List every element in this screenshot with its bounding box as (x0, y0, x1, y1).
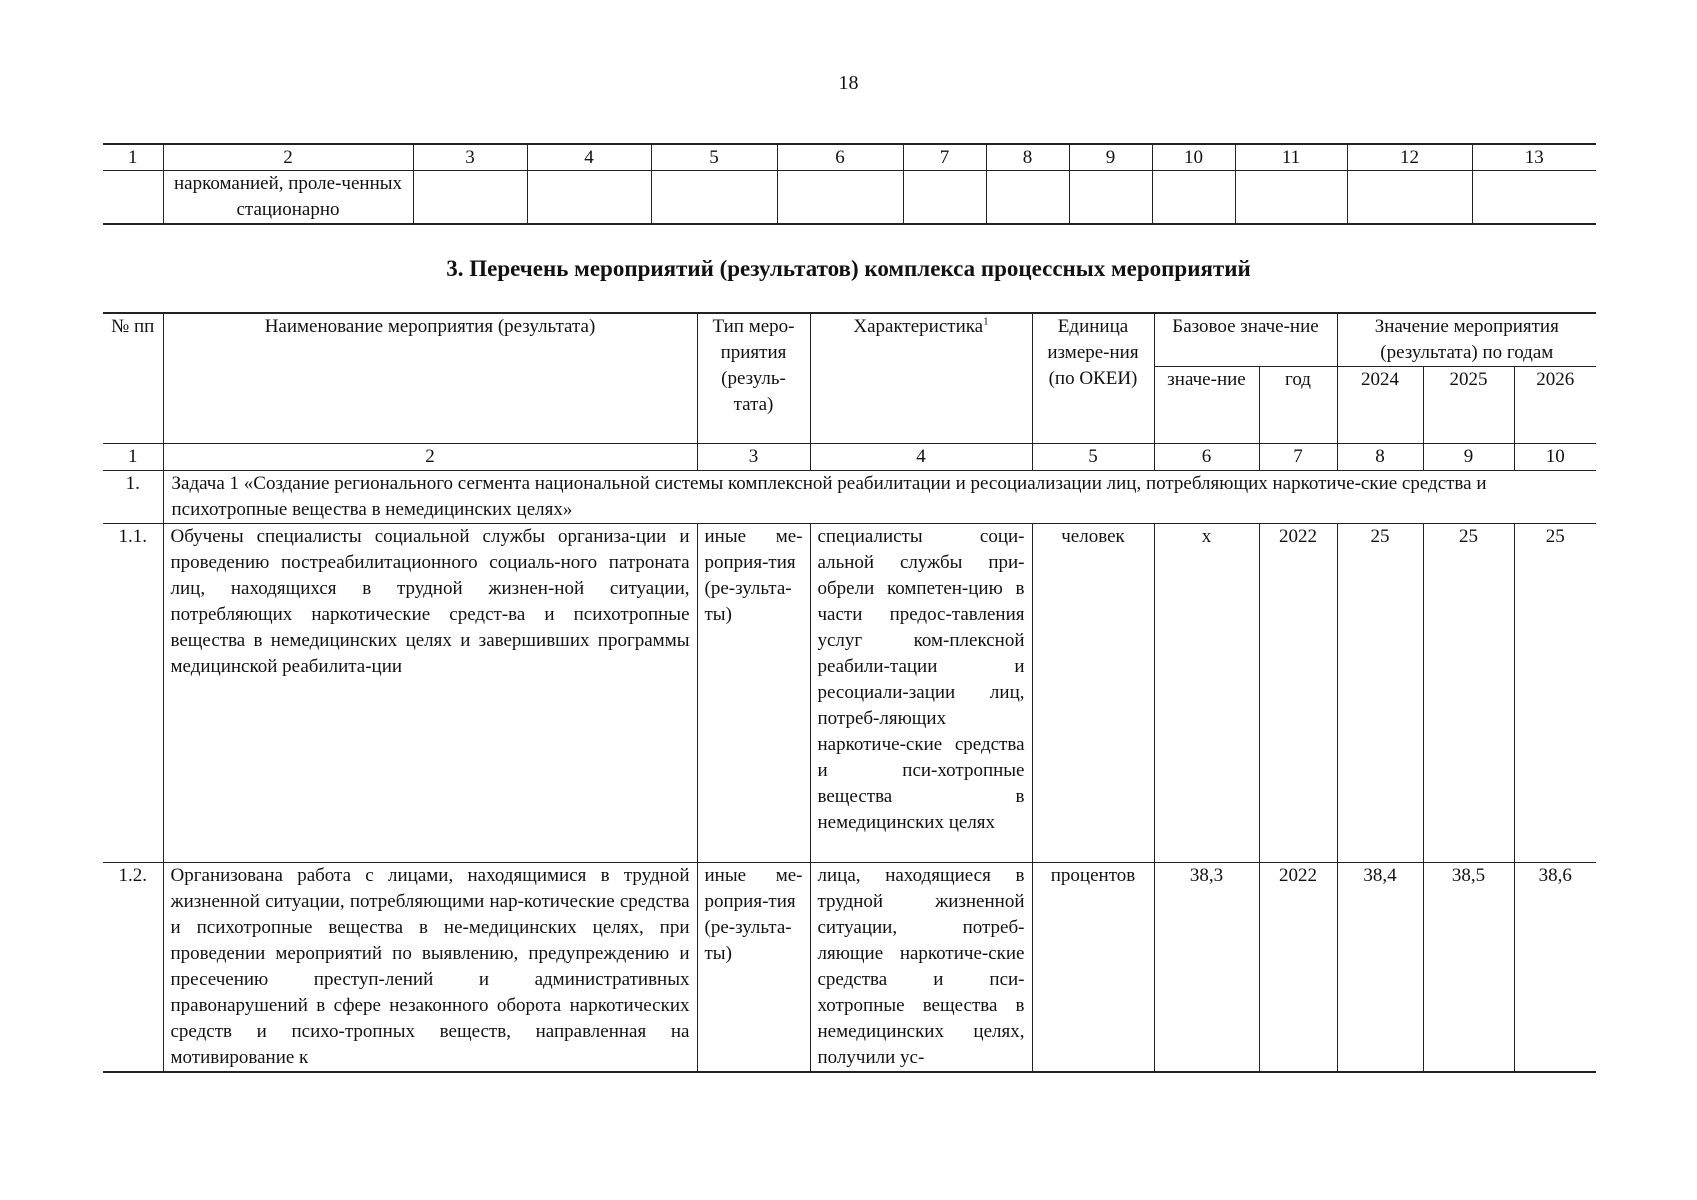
column-number: 8 (986, 144, 1069, 171)
header-characteristic-label: Характеристика (853, 316, 984, 337)
value-2024: 38,4 (1337, 863, 1423, 1073)
task-row (103, 471, 1596, 524)
previous-table-continuation (103, 143, 1596, 225)
page-number: 18 (838, 72, 859, 94)
measure-name: Обучены специалисты социальной службы организа-ции и проведению постреабилитационного социаль-ного патроната лиц, находящихся в трудной жизнен-ной ситуации, потребляющих наркотические средст-ва и психотропные вещества в немедицинских целях и завершивших программы медицинской реабилита-ции (163, 524, 697, 863)
value-2025: 38,5 (1423, 863, 1514, 1073)
value-2026: 38,6 (1514, 863, 1596, 1073)
value-2024: 25 (1337, 524, 1423, 863)
column-number: 2 (163, 144, 413, 171)
measures-table (103, 312, 1596, 1073)
table-row (103, 524, 1596, 863)
value-2025: 25 (1423, 524, 1514, 863)
row-number: 1.2. (103, 863, 163, 1073)
header-base-value-value: значе-ние (1154, 367, 1259, 444)
measure-unit: человек (1032, 524, 1154, 863)
measure-unit: процентов (1032, 863, 1154, 1073)
column-number: 8 (1337, 444, 1423, 471)
column-number: 10 (1514, 444, 1596, 471)
task-number: 1. (103, 471, 163, 524)
footnote-marker: 1 (983, 315, 989, 328)
header-type: Тип меро-приятия (резуль-тата) (697, 313, 810, 444)
column-number: 4 (810, 444, 1032, 471)
column-number: 3 (697, 444, 810, 471)
task-title: Задача 1 «Создание регионального сегмента национальной системы комплексной реабилитации и ресоциализации лиц, потребляющих наркотиче-ские средства и психотропные вещества в немедицинских целях» (163, 471, 1596, 524)
header-base-value-year: год (1259, 367, 1337, 444)
column-number: 4 (527, 144, 651, 171)
value-2026: 25 (1514, 524, 1596, 863)
column-number: 1 (103, 144, 163, 171)
column-number: 7 (1259, 444, 1337, 471)
header-values-by-year: Значение мероприятия (результата) по годам (1337, 313, 1596, 367)
column-number: 2 (163, 444, 697, 471)
base-value: 38,3 (1154, 863, 1259, 1073)
continued-text-cell: наркоманией, проле-ченных стационарно (163, 171, 413, 225)
column-number: 10 (1152, 144, 1235, 171)
measure-name: Организована работа с лицами, находящимися в трудной жизненной ситуации, потребляющими нар-котические средства и психотропные вещества в не-медицинских целях, при проведении мероприятий по выявлению, предупреждению и пресечению преступ-лений и административных правонарушений в сфере незаконного оборота наркотических средств и психо-тропных веществ, направленная на мотивирование к (163, 863, 697, 1073)
table-row (103, 863, 1596, 1073)
column-number: 5 (1032, 444, 1154, 471)
header-unit: Единица измере-ния (по ОКЕИ) (1032, 313, 1154, 444)
column-number: 1 (103, 444, 163, 471)
measure-type: иные ме-роприя-тия (ре-зульта-ты) (697, 863, 810, 1073)
header-year-2025: 2025 (1423, 367, 1514, 444)
measure-characteristic: лица, находящиеся в трудной жизненной ситуации, потреб-ляющие наркотиче-ские средства и пси-хотропные вещества в немедицинских целях, получили ус- (810, 863, 1032, 1073)
column-number: 6 (1154, 444, 1259, 471)
column-number: 9 (1423, 444, 1514, 471)
column-number: 6 (777, 144, 903, 171)
section-title: 3. Перечень мероприятий (результатов) комплекса процессных мероприятий (446, 256, 1251, 281)
column-number: 7 (903, 144, 986, 171)
measure-type: иные ме-роприя-тия (ре-зульта-ты) (697, 524, 810, 863)
header-year-2024: 2024 (1337, 367, 1423, 444)
header-year-2026: 2026 (1514, 367, 1596, 444)
column-number: 5 (651, 144, 777, 171)
measure-characteristic: специалисты соци-альной службы при-обрели компетен-цию в части предос-тавления услуг ком-плексной реабили-тации и ресоциали-зации лиц, потреб-ляющих наркотиче-ские средства и пси-хотропные вещества в немедицинских целях (810, 524, 1032, 863)
base-year: 2022 (1259, 863, 1337, 1073)
column-number-row (103, 444, 1596, 471)
column-number: 9 (1069, 144, 1152, 171)
column-number: 13 (1472, 144, 1596, 171)
base-value: х (1154, 524, 1259, 863)
column-number: 3 (413, 144, 527, 171)
table-row (103, 171, 1596, 225)
header-name: Наименование мероприятия (результата) (163, 313, 697, 444)
header-characteristic (810, 313, 1032, 444)
column-number: 11 (1235, 144, 1347, 171)
header-num: № пп (103, 313, 163, 444)
header-row (103, 313, 1596, 367)
column-number-row (103, 144, 1596, 171)
base-year: 2022 (1259, 524, 1337, 863)
header-base-value: Базовое значе-ние (1154, 313, 1337, 367)
column-number: 12 (1347, 144, 1472, 171)
row-number: 1.1. (103, 524, 163, 863)
